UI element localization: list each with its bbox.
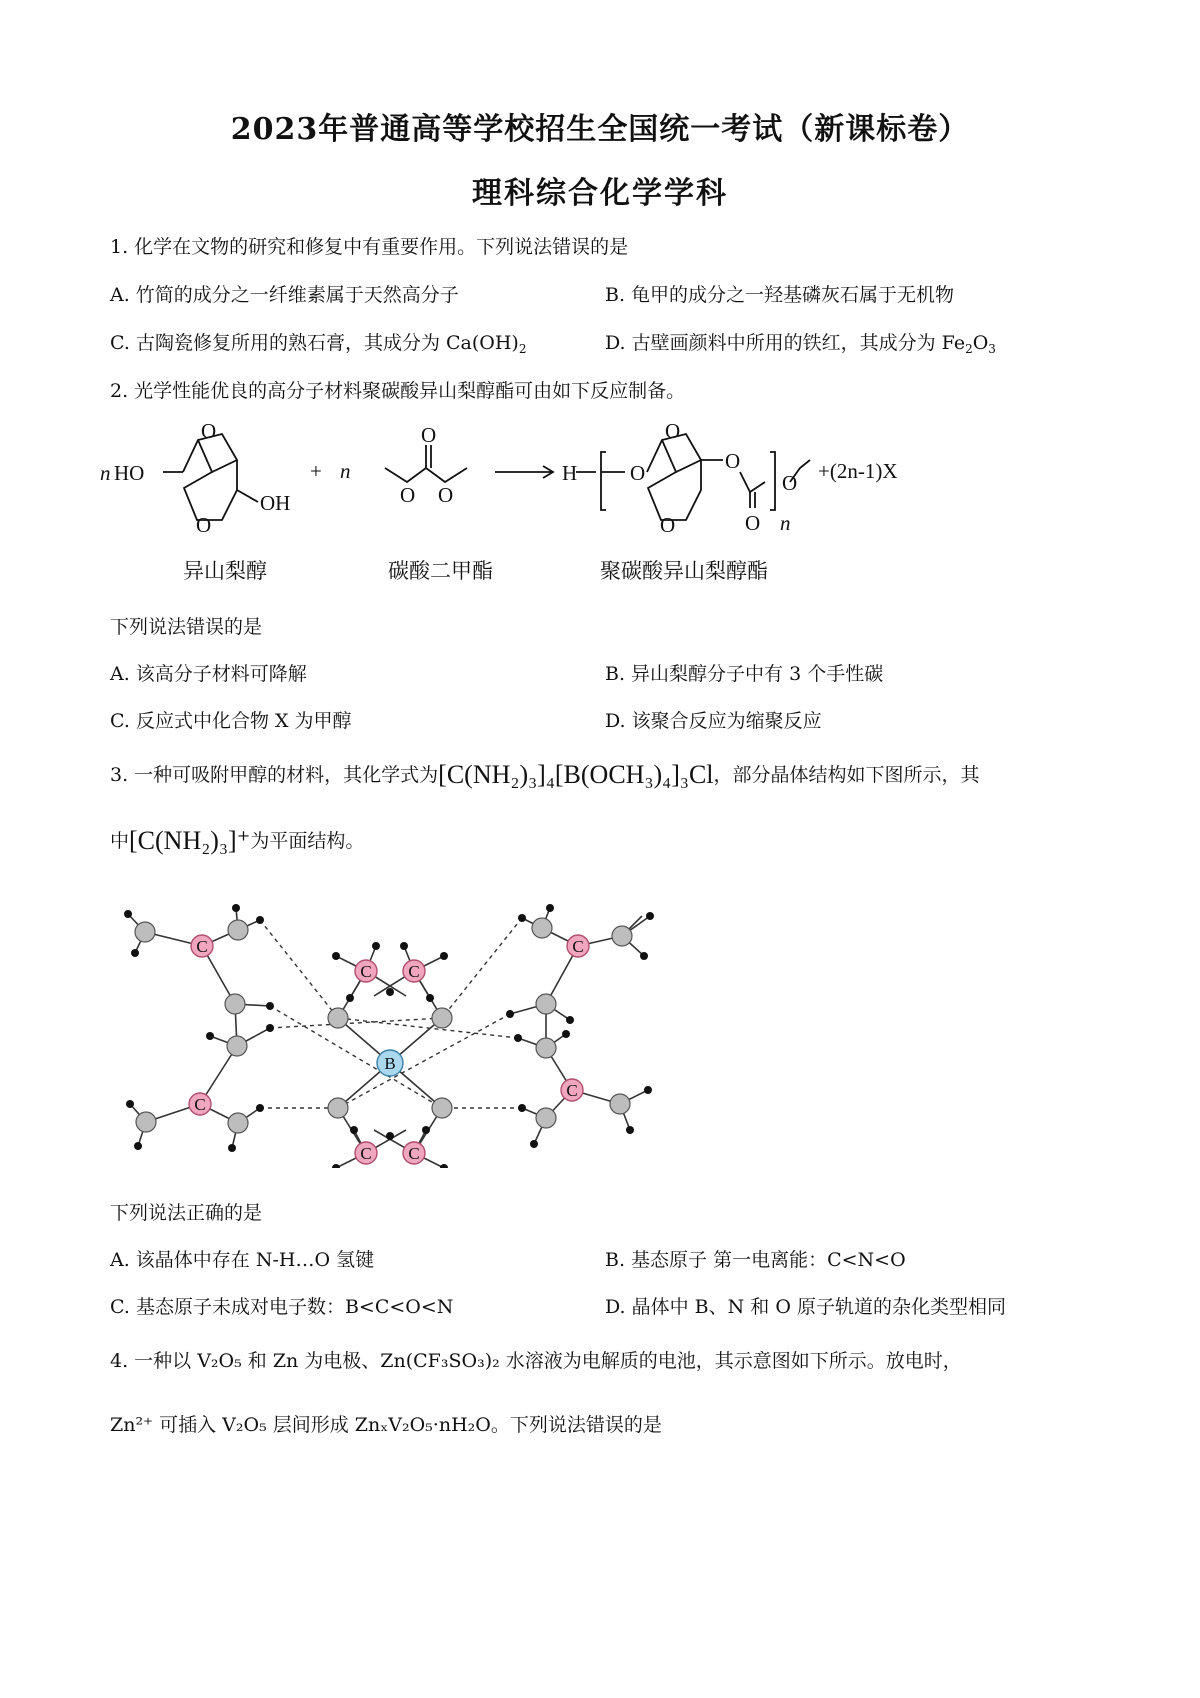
q2-option-b: B. 异山梨醇分子中有 3 个手性碳 bbox=[605, 663, 884, 685]
product-n: n bbox=[780, 511, 791, 535]
byproduct: +(2n-1)X bbox=[818, 459, 898, 483]
reaction-scheme bbox=[100, 420, 1000, 540]
q1-option-d-mid: O bbox=[972, 332, 989, 354]
label-isosorbide: 异山梨醇 bbox=[183, 559, 267, 583]
ester-o-2: O bbox=[438, 483, 454, 507]
product-ring-o-top: O bbox=[665, 420, 681, 443]
atom-c-2: C bbox=[194, 1095, 206, 1114]
q2-option-a: A. 该高分子材料可降解 bbox=[110, 663, 307, 685]
q1-option-d-sub2: 3 bbox=[988, 342, 996, 356]
q3-line2-formula: [C(NH₂)₃]⁺ bbox=[129, 826, 251, 855]
q1-option-a: A. 竹简的成分之一纤维素属于天然高分子 bbox=[110, 284, 459, 306]
q3-stem-post: ，部分晶体结构如下图所示，其 bbox=[713, 764, 980, 786]
plus-sign: + bbox=[310, 459, 322, 483]
q1-option-c-sub: 2 bbox=[518, 342, 527, 356]
q3-stem-line2 bbox=[110, 826, 364, 856]
atom-c-6: C bbox=[408, 1144, 420, 1163]
reactant2-n: n bbox=[340, 459, 351, 483]
reactant1-n: n bbox=[100, 461, 111, 485]
q1-option-d-sub1: 2 bbox=[965, 342, 973, 356]
q4-stem-line1: 4. 一种以 V₂O₅ 和 Zn 为电极、Zn(CF₃SO₃)₂ 水溶液为电解质的电池，其示意图如下所示。放电时， bbox=[110, 1350, 962, 1372]
q2-stem: 2. 光学性能优良的高分子材料聚碳酸异山梨醇酯可由如下反应制备。 bbox=[110, 380, 686, 402]
q1-option-d bbox=[605, 328, 996, 356]
q1-option-c-text: C. 古陶瓷修复所用的熟石膏，其成分为 Ca(OH) bbox=[110, 332, 519, 354]
atom-c-1: C bbox=[196, 937, 208, 956]
q3-prompt: 下列说法正确的是 bbox=[110, 1202, 263, 1224]
q3-option-b: B. 基态原子 第一电离能：C<N<O bbox=[605, 1249, 906, 1271]
product-h: H bbox=[562, 461, 578, 485]
q1-option-d-text: D. 古壁画颜料中所用的铁红，其成分为 Fe bbox=[605, 332, 966, 354]
label-polymer: 聚碳酸异山梨醇酯 bbox=[600, 559, 768, 583]
q3-option-c: C. 基态原子未成对电子数：B<C<O<N bbox=[110, 1296, 454, 1318]
q2-option-c: C. 反应式中化合物 X 为甲醇 bbox=[110, 710, 352, 732]
q3-line2-pre: 中 bbox=[110, 830, 130, 852]
q1-option-b: B. 龟甲的成分之一羟基磷灰石属于无机物 bbox=[605, 284, 955, 306]
atom-c-5: C bbox=[360, 1144, 372, 1163]
reactant1-ho: HO bbox=[114, 461, 145, 485]
q2-prompt: 下列说法错误的是 bbox=[110, 616, 263, 638]
q2-option-d: D. 该聚合反应为缩聚反应 bbox=[605, 710, 822, 732]
product-ring-o-bottom: O bbox=[660, 513, 676, 537]
page-title: 2023年普通高等学校招生全国统一考试（新课标卷） bbox=[230, 112, 970, 147]
q3-line2-post: 为平面结构。 bbox=[250, 830, 365, 852]
product-o-end: O bbox=[782, 471, 798, 495]
crystal-structure-diagram bbox=[110, 868, 700, 1168]
q3-option-a: A. 该晶体中存在 N-H…O 氢键 bbox=[110, 1249, 375, 1271]
ester-o-1: O bbox=[400, 483, 416, 507]
q3-stem-pre: 3. 一种可吸附甲醇的材料，其化学式为 bbox=[110, 764, 439, 786]
q1-stem: 1. 化学在文物的研究和修复中有重要作用。下列说法错误的是 bbox=[110, 236, 629, 258]
q1-option-c bbox=[110, 328, 526, 356]
product-carbonyl-o: O bbox=[745, 511, 761, 535]
ring-o-top-left: O bbox=[201, 420, 217, 443]
atom-b: B bbox=[384, 1054, 396, 1073]
ring-o-bottom-left: O bbox=[196, 513, 212, 537]
atom-c-8: C bbox=[566, 1081, 578, 1100]
product-o-left: O bbox=[630, 461, 646, 485]
carbonyl-o: O bbox=[421, 423, 437, 447]
atom-c-3: C bbox=[360, 962, 372, 981]
reactant1-oh: OH bbox=[260, 491, 291, 515]
atom-c-4: C bbox=[408, 962, 420, 981]
q4-stem-line2: Zn²⁺ 可插入 V₂O₅ 层间形成 ZnₓV₂O₅·nH₂O。下列说法错误的是 bbox=[110, 1414, 662, 1436]
q3-option-d: D. 晶体中 B、N 和 O 原子轨道的杂化类型相同 bbox=[605, 1296, 1006, 1318]
product-o-right: O bbox=[725, 449, 741, 473]
page-subtitle: 理科综合化学学科 bbox=[472, 176, 728, 211]
atom-c-7: C bbox=[572, 937, 584, 956]
label-dimethyl-carbonate: 碳酸二甲酯 bbox=[388, 559, 493, 583]
q3-formula: [C(NH₂)₃]₄[B(OCH₃)₄]₃Cl bbox=[438, 760, 714, 789]
q3-stem bbox=[110, 760, 980, 790]
